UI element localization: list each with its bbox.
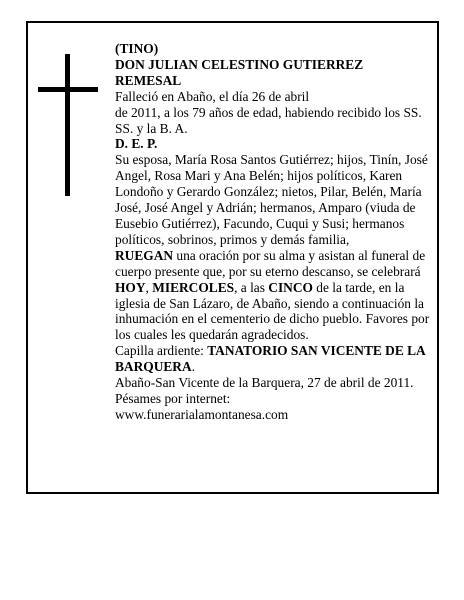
cross-icon xyxy=(38,54,98,196)
death-announcement-line-2: de 2011, a los 79 años de edad, habiendo recibido los SS. SS. y la B. A. xyxy=(115,104,422,136)
day-today: HOY xyxy=(115,279,146,295)
deceased-name: DON JULIAN CELESTINO GUTIERREZ REMESAL xyxy=(115,56,364,88)
ruegan-label: RUEGAN xyxy=(115,247,174,263)
website: www.funerarialamontanesa.com xyxy=(115,406,289,422)
nickname: (TINO) xyxy=(115,41,159,56)
chapel-info: Capilla ardiente: TANATORIO SAN VICENTE DE LA BARQUERA. xyxy=(115,343,425,375)
chapel-name: TANATORIO SAN VICENTE DE LA BARQUERA xyxy=(115,343,425,375)
death-announcement-line-1: Falleció en Abaño, el día 26 de abril xyxy=(115,88,310,104)
notice-text xyxy=(115,41,431,423)
hour: CINCO xyxy=(268,279,313,295)
funeral-request: RUEGAN una oración por su alma y asistan al funeral de cuerpo presente que, por su eterno descanso, se celebrará HOY, MIERCOLES, a las CINCO de la tarde, en la iglesia de San Lázaro, de Abaño, siendo a continuación la inhumación en el cementerio de dicho pueblo. Favores por los cuales les quedarán agradecidos. xyxy=(115,247,430,343)
family-list: Su esposa, María Rosa Santos Gutiérrez; hijos, Tinín, José Angel, Rosa Mari y Ana Belén; hijos políticos, Karen Londoño y Gerardo González; nietos, Pilar, Belén, María José, José Angel y Adrián; hermanos, Amparo (viuda de Eusebio Gutiérrez), Facundo, Cuqui y Susi; hermanos políticos, sobrinos, primos y demás familia, xyxy=(115,152,428,247)
place-and-date: Abaño-San Vicente de la Barquera, 27 de abril de 2011. xyxy=(115,375,414,391)
condolences-label: Pésames por internet: xyxy=(115,390,231,406)
day-name: MIERCOLES xyxy=(152,279,235,295)
dep-label: D. E. P. xyxy=(115,136,158,152)
